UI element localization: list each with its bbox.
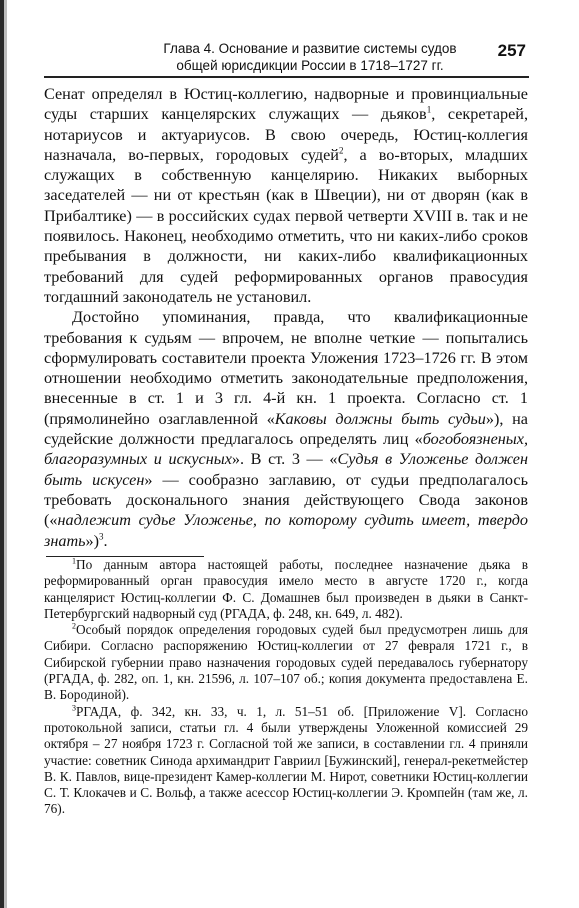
paragraph-1 bbox=[44, 84, 528, 307]
footnote-3 bbox=[44, 704, 528, 818]
paragraph-2 bbox=[44, 307, 528, 551]
header-rule bbox=[44, 76, 529, 78]
paragraph-2-part-c: ». В ст. 3 — « bbox=[231, 450, 338, 469]
footnote-2-text: Особый порядок определения городовых судей был предусмотрен лишь для Сибири. Согласно распоряжению Юстиц-коллегии от 27 февраля 1721 г., в Сибирской губернии право назначения городовых судей передавалось губернатору (РГАДА, ф. 282, оп. 1, кн. 21596, л. 107–107 об.; копия документа предоставлена Е. В. Бородиной). bbox=[44, 622, 528, 703]
footnote-2 bbox=[44, 622, 528, 703]
quote-title-article-1: Каковы должны быть судьи bbox=[274, 409, 486, 428]
running-header bbox=[44, 34, 554, 78]
paragraph-2-part-a: Достойно упоминания, правда, что квалификационные требования к судьям — впрочем, не вполне четкие — попытались сформулировать составители проекта Уложения 1723–1726 гг. В этом отношении необходимо отметить законодательные предположения, внесенные в ст. 1 и 3 гл. 4-й кн. 1 проекта. Согласно ст. 1 (прямолинейно озаглавленной « bbox=[44, 308, 528, 428]
paragraph-1-part-b: , секретарей, нотариусов и актуариусов. В свою очередь, Юстиц-коллегия назначала, во-первых, городовых судей bbox=[44, 105, 529, 164]
footnote-1-text: По данным автора настоящей работы, последнее назначение дьяка в реформированный орган правосудия имело место в августе 1720 г., когда канцелярист Юстиц-коллегии Ф. С. Домашнев был произведен в дьяки в Санкт-Петербургский надворный суд (РГАДА, ф. 248, кн. 649, л. 482). bbox=[44, 557, 528, 621]
chapter-title bbox=[140, 40, 480, 74]
page-number: 257 bbox=[497, 41, 526, 60]
chapter-title-line1: Глава 4. Основание и развитие системы судов bbox=[163, 41, 457, 56]
quote-qualities: богобоязненых, благоразумных и искусных bbox=[44, 430, 528, 469]
footnote-1-number: 1 bbox=[72, 556, 76, 566]
footnotes bbox=[44, 557, 528, 818]
chapter-title-line2: общей юрисдикции России в 1718–1727 гг. bbox=[176, 58, 444, 73]
paragraph-2-part-d: » — сообразно заглавию, от судьи предполагалось требовать досконального знания действующего Свода законов (« bbox=[44, 470, 528, 530]
quote-knowledge-requirement: надлежит судье Уложенье, по которому судить имеет, твердо знать bbox=[44, 511, 528, 550]
paragraph-2-part-b: »), на судейские должности предлагалось определять лиц « bbox=[44, 409, 528, 449]
footnote-3-text: РГАДА, ф. 342, кн. 33, ч. 1, л. 51–51 об. [Приложение V]. Согласно протокольной записи, статьи гл. 4 были утверждены Уложенной комиссией 29 октября – 27 ноября 1723 г. Согласной той же записи, в составлении гл. 4 приняли участие: советник Синода архимандрит Гавриил [Бужинский], генерал-рекетмейстер В. К. Павлов, вице-президент Камер-коллегии М. Нирот, советники Юстиц-коллегии С. Т. Клокачев и С. Вольф, а также асессор Юстиц-коллегии Э. Кромпейн (там же, л. 76). bbox=[44, 703, 528, 817]
footnote-ref-1: 1 bbox=[426, 104, 432, 115]
main-text bbox=[44, 84, 528, 551]
footnote-ref-3: 3 bbox=[98, 531, 104, 542]
paragraph-1-part-c: , а во-вторых, младших служащих в собственную канцелярию. Никаких выборных заседателей — ни от крестьян (как в Швеции), ни от дворян (как в Прибалтике) — в российских судах первой четверти XVIII в. так и не появилось. Наконец, необходимо отметить, что ни каких-либо сроков пребывания в должности, ни каких-либо квалификационных требований для судей реформированных органов правосудия тогдашний законодатель не установил. bbox=[44, 145, 528, 306]
paragraph-1-part-a: Сенат определял в Юстиц-коллегию, надворные и провинциальные суды старших канцелярских служащих — дьяков bbox=[44, 85, 528, 124]
scan-binding-shadow bbox=[4, 0, 7, 908]
footnote-3-number: 3 bbox=[72, 703, 76, 713]
footnote-ref-2: 2 bbox=[338, 145, 344, 156]
paragraph-2-part-e: ») bbox=[85, 531, 99, 550]
footnote-2-number: 2 bbox=[72, 621, 76, 631]
footnote-1 bbox=[44, 557, 528, 622]
quote-title-article-3: Судья в Уложенье должен быть искусен bbox=[44, 450, 529, 489]
paragraph-2-part-f: . bbox=[103, 531, 108, 550]
